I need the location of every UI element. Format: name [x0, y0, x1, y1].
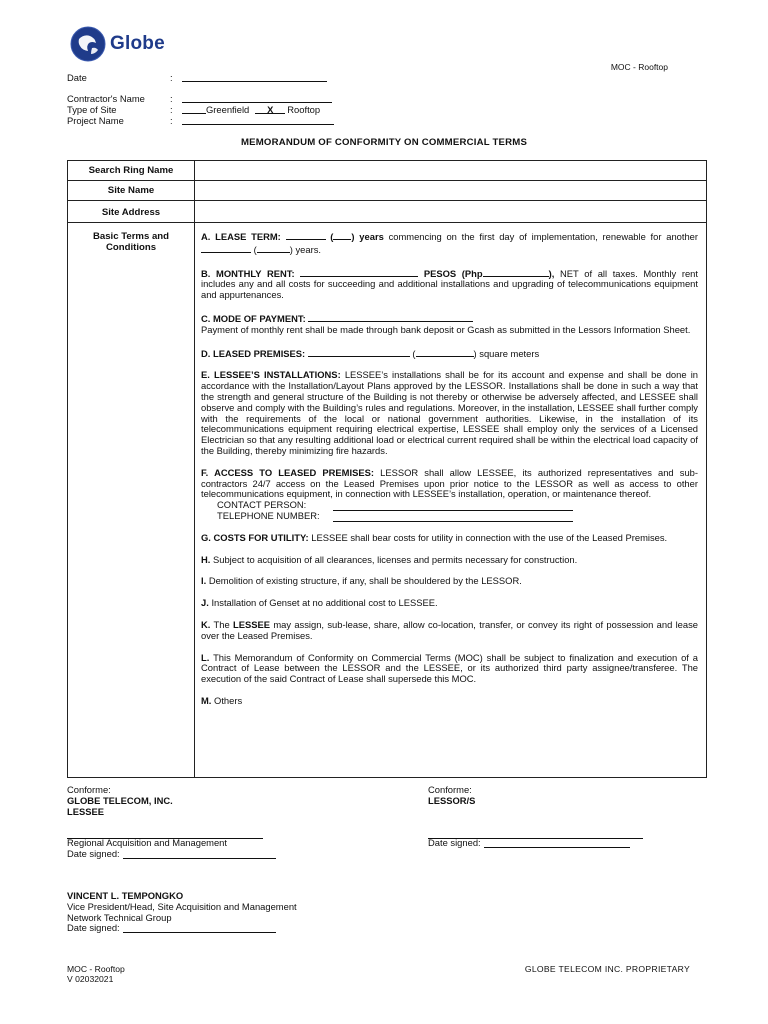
term-j-head: J.	[201, 597, 209, 609]
term-k-text: may assign, sub-lease, share, allow co-location, transfer, or convey its right of possession and lease over the Leased Premises.	[201, 618, 699, 641]
search-ring-label: Search Ring Name	[68, 161, 195, 180]
table-row	[68, 181, 706, 201]
term-g	[201, 533, 698, 544]
term-m-head: M.	[201, 694, 212, 706]
payment-mode-blank[interactable]	[308, 312, 473, 322]
term-f-text: LESSOR shall allow LESSEE, its authorized representatives and sub-contractors 24/7 access on the Leased Premises upon prior notice to the LESSOR as well as access to other telecommunications equipment, in connection with LESSEE’s installation, operation, or maintenance thereof.	[201, 466, 699, 500]
site-name-value[interactable]	[195, 181, 706, 200]
term-c-head: C. MODE OF PAYMENT:	[201, 312, 306, 324]
vp-signature-block	[67, 891, 367, 934]
contractor-label: Contractor's Name	[67, 93, 145, 104]
date-label: Date	[67, 72, 87, 83]
term-l	[201, 653, 698, 685]
term-h-head: H.	[201, 553, 211, 565]
term-k	[201, 620, 698, 642]
lessee-position: Regional Acquisition and Management	[67, 837, 228, 848]
footer-version: V 02032021	[67, 974, 114, 984]
vp-date-row	[67, 923, 367, 934]
rooftop-check[interactable]: X	[255, 104, 285, 114]
renewal-blank[interactable]	[201, 243, 251, 253]
term-l-head: L.	[201, 651, 210, 663]
term-a-text: commencing on the first day of implementation, renewable for another	[388, 231, 699, 242]
term-b-text: Monthly rent includes any and all costs for succeeding and additional installations and upgrading of telecommunications equipment and appurtenances.	[201, 267, 698, 301]
term-i-text: Demolition of existing structure, if any, shall be shouldered by the LESSOR.	[208, 575, 522, 587]
term-k-lessee: LESSEE	[233, 618, 270, 630]
term-a: A. LEASE TERM: ( ) years commencing on the first day of implementation, renewable for another ( ) years.	[201, 231, 699, 255]
lessee-signature-block	[67, 785, 287, 817]
contact-person-label: CONTACT PERSON:	[217, 499, 307, 511]
term-m-text: Others	[214, 694, 243, 706]
footer-left	[67, 964, 125, 984]
lessor-role: LESSOR/S	[428, 794, 476, 806]
term-a-years: years	[359, 231, 384, 242]
lessee-date-label: Date signed:	[67, 848, 120, 859]
table-row	[68, 161, 706, 181]
telephone-blank[interactable]	[333, 512, 573, 522]
date-row	[67, 72, 327, 83]
contractor-row	[67, 93, 332, 104]
term-b: B. MONTHLY RENT: PESOS (Php ), NET of all taxes. Monthly rent includes any and all costs for succeeding and additional installations and upgrading of telecommunications equipment and appurtenances.	[201, 267, 698, 301]
colon: :	[170, 115, 173, 126]
term-l-text: This Memorandum of Conformity on Commercial Terms (MOC) shall be subject to finalization and execution of a Contract of Lease between the LESSOR and the LESSEE, or its authorized third party assignee/transferee. The execution of the said Contract of Lease shall supersede this MOC.	[201, 651, 698, 685]
lessor-signature-block	[428, 785, 648, 807]
footer-proprietary: GLOBE TELECOM INC. PROPRIETARY	[524, 964, 690, 974]
leased-premises-words-blank[interactable]	[416, 347, 474, 357]
globe-logo-icon	[70, 26, 106, 62]
leased-premises-blank[interactable]	[308, 347, 410, 357]
globe-logo	[70, 26, 165, 62]
term-c-text: Payment of monthly rent shall be made through bank deposit or Gcash as submitted in the Lessors Information Sheet.	[201, 323, 691, 335]
terms-body	[195, 223, 706, 777]
term-i	[201, 576, 698, 587]
colon: :	[170, 93, 173, 104]
footer-doc-tag: MOC - Rooftop	[67, 964, 125, 974]
term-a-text2: years.	[295, 243, 321, 255]
site-address-value[interactable]	[195, 201, 706, 222]
lessee-date-blank[interactable]	[123, 849, 276, 859]
contact-person-blank[interactable]	[333, 501, 573, 511]
vp-group: Network Technical Group	[67, 911, 172, 923]
term-h-text: Subject to acquisition of all clearances, licenses and permits necessary for construction.	[212, 553, 578, 565]
contractor-blank[interactable]	[182, 93, 332, 103]
monthly-rent-blank[interactable]	[300, 267, 418, 277]
term-f-head: F. ACCESS TO LEASED PREMISES:	[201, 466, 374, 478]
vp-title: Vice President/Head, Site Acquisition and Management	[67, 900, 297, 912]
colon: :	[170, 72, 173, 83]
site-type-row	[67, 104, 320, 115]
term-e-text: LESSEE’s installations shall be for its account and expense and shall be done in accordance with the Installation/Layout Plans approved by the LESSOR. Installations shall be done in such a way that the strength and general structure of the Building is not thereby or otherwise be adversely affected, and LESSEE shall observe and comply with the Building’s rules and regulations. Moreover, in the installation, LESSEE shall further comply with the requirements of the local or national government authorities. Likewise, in the installation of its telecommunications equipment requiring electrical expertise, LESSEE shall employ only the services of a Licensed Electrician so that any resulting additional load or electrical current required shall be within the electrical load capacity of the Building, thereby minimizing fire hazards.	[201, 369, 698, 456]
term-a-head: A. LEASE TERM:	[201, 231, 281, 242]
brand-name: Globe	[110, 33, 165, 54]
term-f	[201, 468, 698, 522]
term-d-tail: square meters	[479, 347, 540, 359]
project-blank[interactable]	[182, 115, 334, 125]
vp-name: VINCENT L. TEMPONGKO	[67, 890, 184, 901]
term-h	[201, 555, 698, 566]
lessor-date-blank[interactable]	[484, 838, 630, 848]
term-b-tail: NET of all taxes.	[560, 267, 638, 279]
greenfield-check[interactable]	[182, 104, 206, 114]
basic-terms-label: Basic Terms and Conditions	[68, 223, 195, 777]
document-title: MEMORANDUM OF CONFORMITY ON COMMERCIAL TERMS	[240, 137, 528, 148]
lease-term-words-blank[interactable]	[333, 230, 351, 240]
date-blank[interactable]	[182, 72, 327, 82]
telephone-line	[201, 511, 698, 522]
term-d-head: D. LEASED PREMISES:	[201, 347, 306, 359]
term-i-head: I.	[201, 575, 207, 587]
term-j	[201, 598, 698, 609]
site-address-label: Site Address	[68, 201, 195, 222]
term-b-head: B. MONTHLY RENT:	[201, 267, 295, 279]
term-b-pesos: PESOS (Php	[423, 267, 483, 279]
project-row	[67, 115, 334, 126]
table-row	[68, 201, 706, 223]
php-blank[interactable]	[483, 267, 549, 277]
term-e	[201, 370, 698, 456]
lessee-date-row	[67, 849, 276, 860]
vp-date-label: Date signed:	[67, 922, 120, 934]
rooftop-label: Rooftop	[287, 104, 321, 115]
site-type-label: Type of Site	[67, 104, 117, 115]
lessor-date-label: Date signed:	[428, 837, 481, 848]
search-ring-value[interactable]	[195, 161, 706, 180]
term-k-the: The	[213, 618, 230, 630]
lessor-conforme: Conforme:	[428, 784, 472, 795]
term-m	[201, 696, 698, 707]
term-c	[201, 312, 698, 336]
term-d: D. LEASED PREMISES: ( ) square meters	[201, 347, 540, 359]
vp-date-blank[interactable]	[123, 923, 276, 933]
lessee-conforme: Conforme:	[67, 784, 111, 795]
site-name-label: Site Name	[68, 181, 195, 200]
colon: :	[170, 104, 173, 115]
project-label: Project Name	[67, 115, 124, 126]
terms-table	[67, 160, 707, 778]
table-row	[68, 223, 706, 777]
lease-term-blank[interactable]	[286, 230, 326, 240]
greenfield-label: Greenfield	[206, 104, 250, 115]
term-k-head: K.	[201, 618, 211, 630]
renewal-words-blank[interactable]	[257, 243, 290, 253]
lessee-company: GLOBE TELECOM, INC.	[67, 794, 173, 806]
telephone-label: TELEPHONE NUMBER:	[217, 509, 320, 521]
term-g-text: LESSEE shall bear costs for utility in connection with the use of the Leased Premises.	[311, 531, 668, 543]
doc-tag: MOC - Rooftop	[610, 62, 668, 72]
lessor-date-row	[428, 838, 630, 849]
lessee-role: LESSEE	[67, 805, 104, 817]
term-e-head: E. LESSEE’S INSTALLATIONS:	[201, 369, 341, 381]
term-g-head: G. COSTS FOR UTILITY:	[201, 531, 309, 543]
term-j-text: Installation of Genset at no additional cost to LESSEE.	[211, 597, 438, 609]
